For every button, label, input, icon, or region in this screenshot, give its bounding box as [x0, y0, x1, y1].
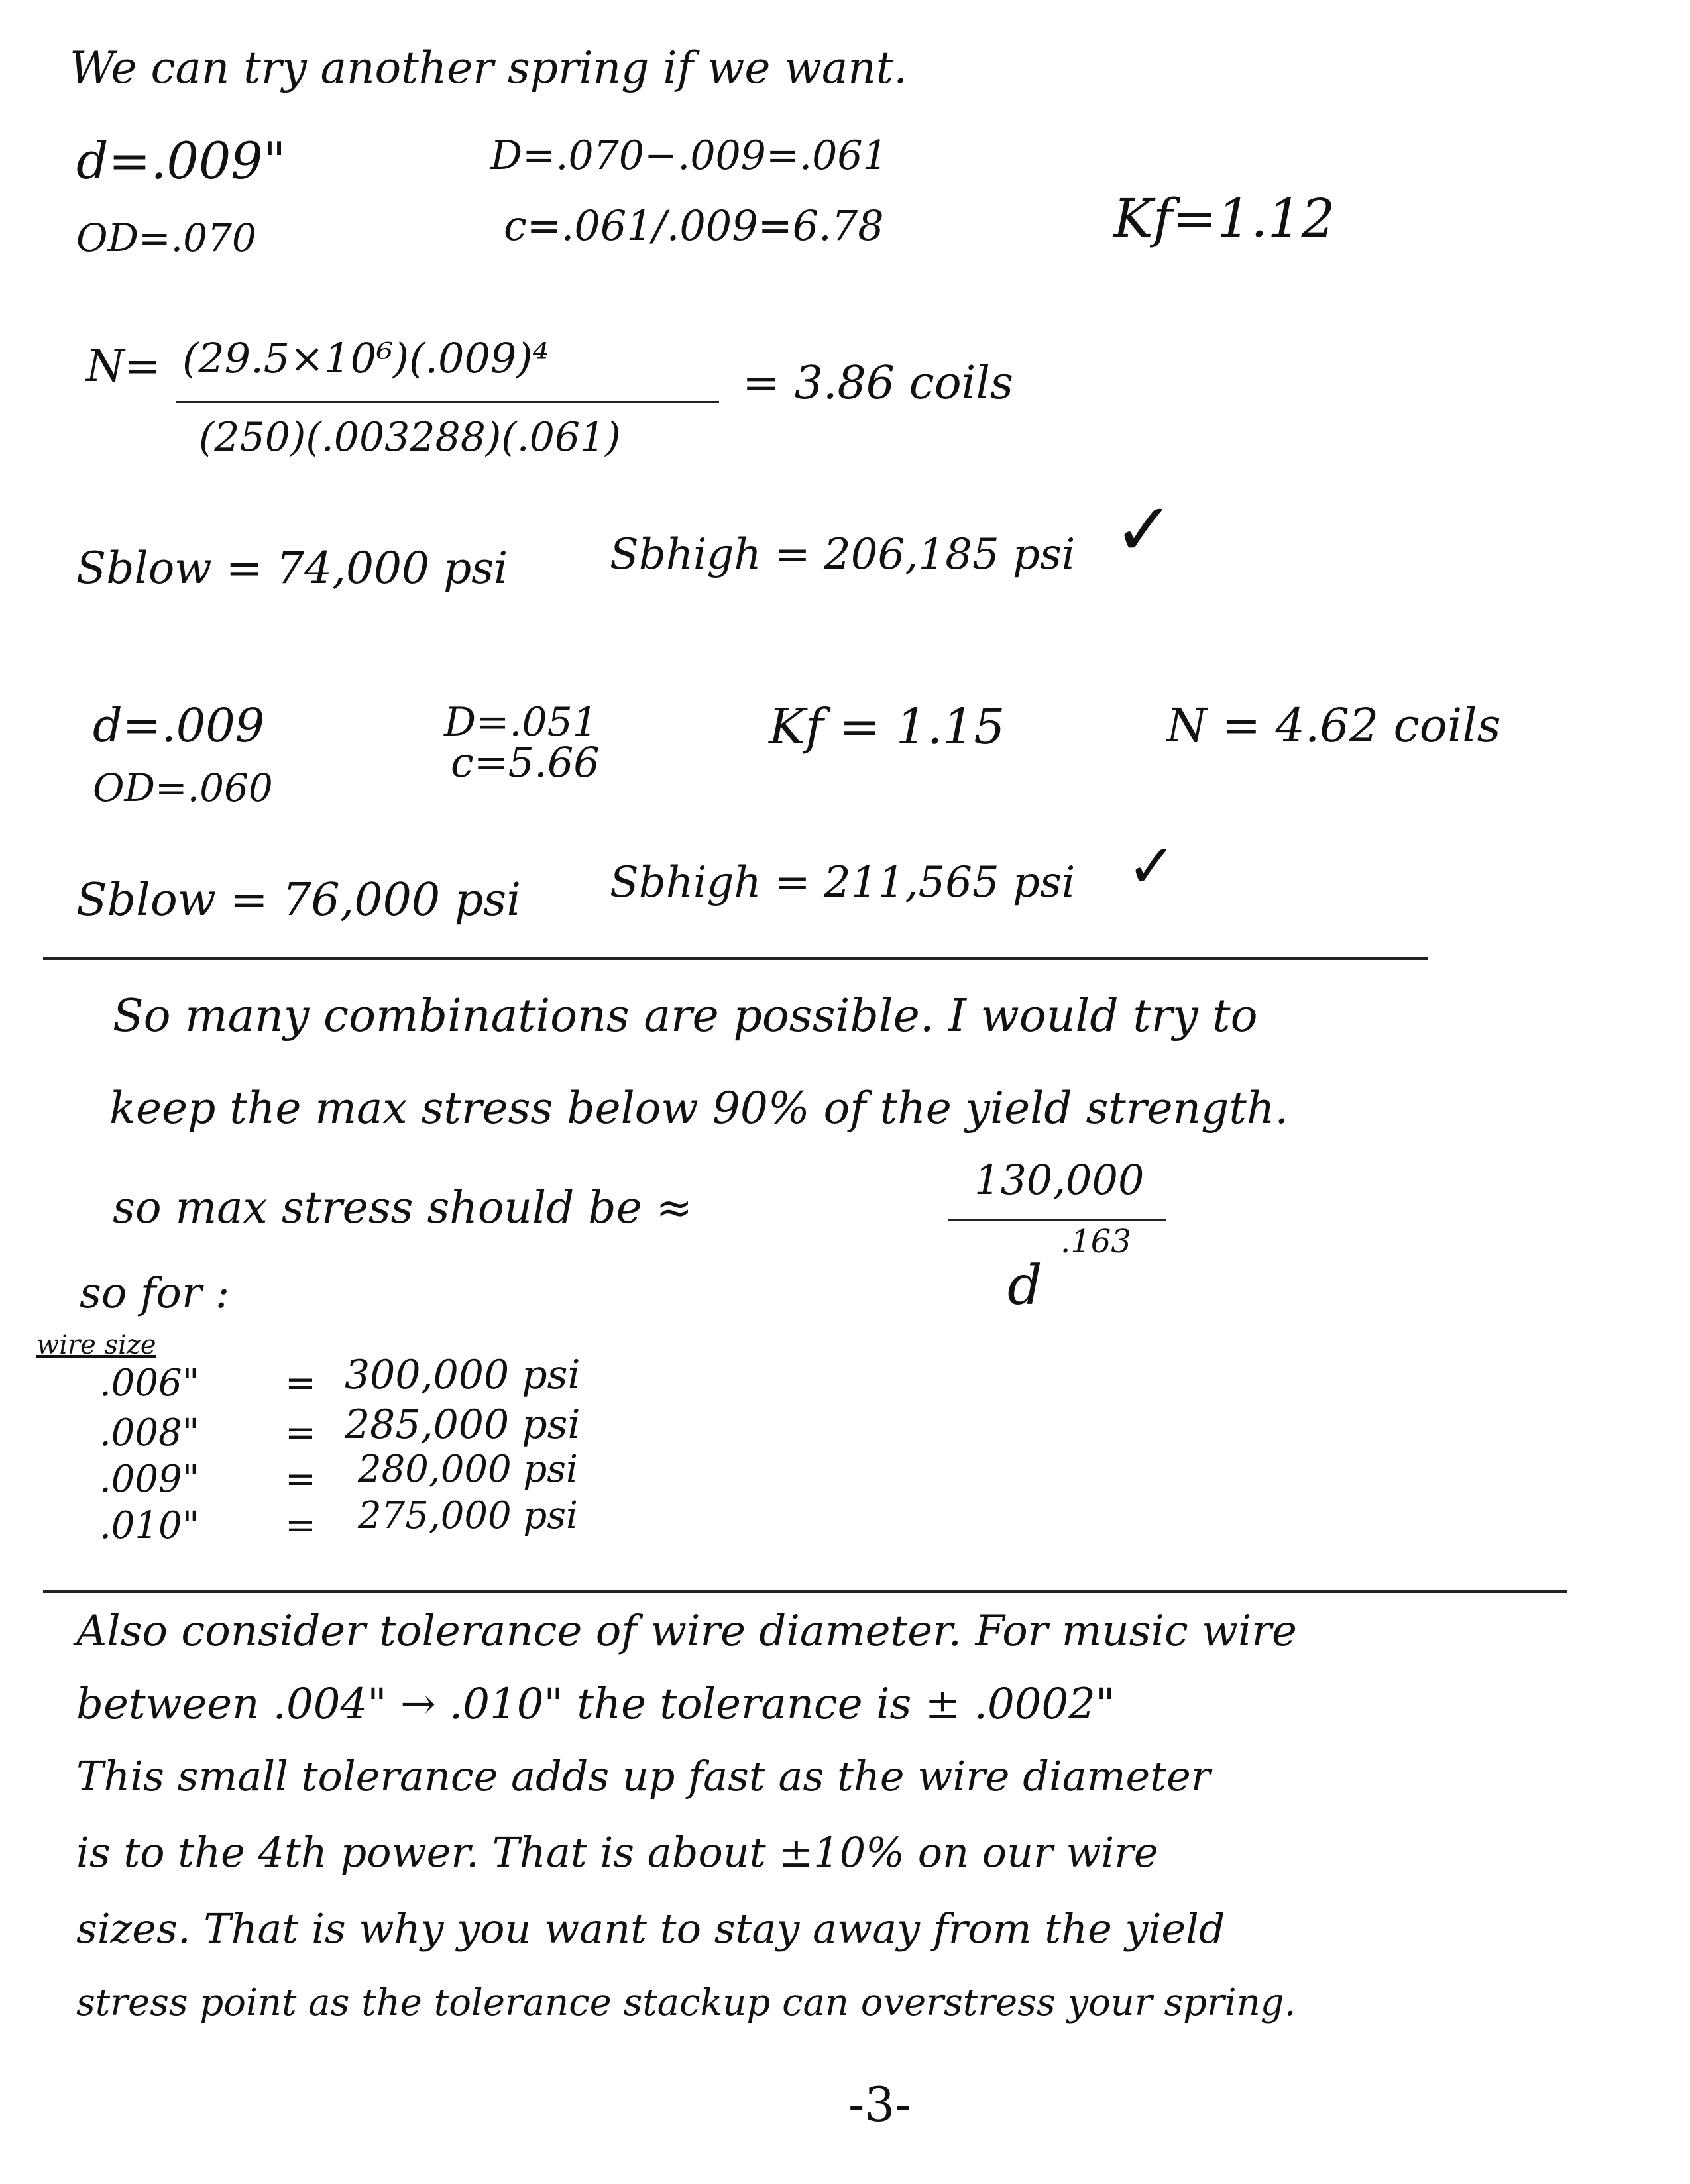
para1-line1: So many combinations are possible. I would try to: [113, 990, 1258, 1042]
para2-line4: is to the 4th power. That is about ±10% on our wire: [76, 1828, 1158, 1877]
wire-row-stress: 300,000 psi: [345, 1352, 581, 1398]
para1-line3: so max stress should be ≈: [113, 1182, 693, 1233]
case1-mean-diameter: D=.070−.009=.061: [490, 133, 888, 179]
wire-row-equals: =: [285, 1458, 316, 1501]
page-number: -3-: [848, 2077, 911, 2132]
para2-line6: stress point as the tolerance stackup can overstress your spring.: [76, 1981, 1296, 2024]
wire-size-header: wire size: [36, 1330, 156, 1360]
case2-check-icon: ✓: [1127, 832, 1177, 901]
case1-check-icon: ✓: [1113, 487, 1175, 572]
case2-wire-diameter: d=.009: [93, 698, 265, 753]
intro-line: We can try another spring if we want.: [70, 42, 908, 93]
wire-row-equals: =: [285, 1504, 316, 1547]
para2-line2: between .004" → .010" the tolerance is ± .0002": [76, 1680, 1115, 1729]
case2-coils: N = 4.62 coils: [1166, 698, 1501, 753]
case2-mean-diameter: D=.051: [444, 699, 598, 745]
case1-spring-index: c=.061/.009=6.78: [504, 201, 884, 250]
case1-wire-diameter: d=.009": [76, 131, 286, 190]
stress-fraction-denominator: d: [1007, 1254, 1042, 1317]
case1-sb-low: Sblow = 74,000 psi: [76, 543, 508, 594]
case2-outer-diameter: OD=.060: [93, 765, 273, 810]
para2-line3: This small tolerance adds up fast as the wire diameter: [76, 1752, 1211, 1800]
stress-fraction-exponent: .163: [1060, 1223, 1131, 1260]
wire-row-size: .010": [99, 1504, 199, 1547]
wire-row-stress: 275,000 psi: [358, 1494, 578, 1537]
wire-row-size: .006": [99, 1362, 199, 1405]
wire-row-stress: 285,000 psi: [345, 1401, 581, 1448]
stress-fraction-numerator: 130,000: [974, 1156, 1145, 1204]
case2-kf: Kf = 1.15: [769, 698, 1005, 755]
wire-row-equals: =: [285, 1362, 316, 1405]
case1-coils-denominator: (250)(.003288)(.061): [199, 414, 621, 461]
wire-row-size: .008": [99, 1411, 199, 1454]
case1-coils-result: = 3.86 coils: [742, 357, 1014, 410]
para2-line5: sizes. That is why you want to stay away from the yield: [76, 1904, 1225, 1953]
case2-sb-high: Sbhigh = 211,565 psi: [610, 858, 1076, 907]
case1-sb-high: Sbhigh = 206,185 psi: [610, 530, 1076, 579]
case2-spring-index: c=5.66: [451, 738, 600, 787]
so-for-label: so for :: [80, 1269, 230, 1318]
para2-line1: Also consider tolerance of wire diameter. For music wire: [76, 1607, 1297, 1656]
wire-row-equals: =: [285, 1411, 316, 1454]
case1-coils-label: N=: [86, 341, 162, 392]
divider-1: [43, 957, 1428, 960]
divider-2: [43, 1590, 1567, 1593]
case2-sb-low: Sblow = 76,000 psi: [76, 874, 521, 926]
para1-line2: keep the max stress below 90% of the yield strength.: [109, 1083, 1289, 1134]
case1-kf: Kf=1.12: [1113, 188, 1335, 249]
wire-row-size: .009": [99, 1458, 199, 1501]
case1-coils-numerator: (29.5×10⁶)(.009)⁴: [182, 334, 549, 382]
stress-fraction-bar: [948, 1219, 1166, 1221]
wire-row-stress: 280,000 psi: [358, 1448, 578, 1491]
case1-fraction-bar: [176, 401, 719, 403]
case1-outer-diameter: OD=.070: [76, 215, 256, 260]
